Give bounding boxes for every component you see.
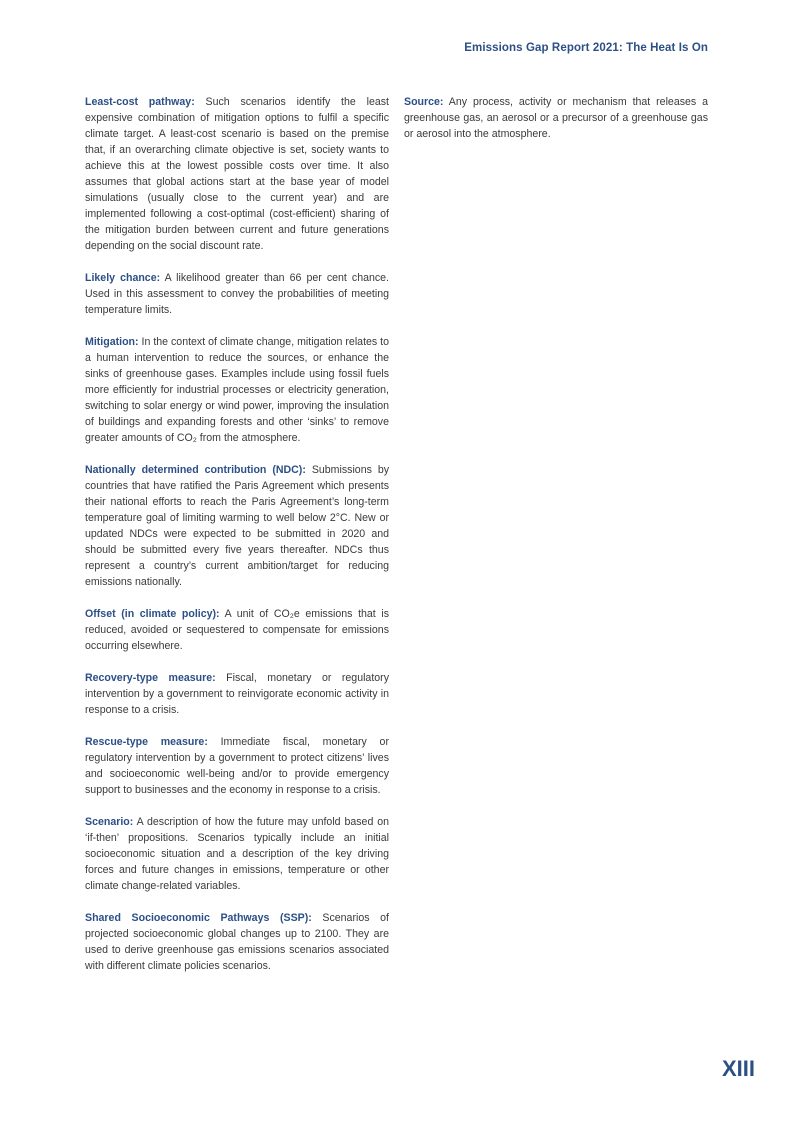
glossary-definition: A unit of CO₂e emissions that is reduced, avoided or sequestered to compensate for emissions occurring elsewhere. — [85, 608, 390, 652]
glossary-entry-offset — [85, 606, 389, 654]
glossary-definition: A likelihood greater than 66 per cent chance. Used in this assessment to convey the probabilities of meeting temperature limits. — [85, 272, 389, 316]
running-header-title: Emissions Gap Report 2021: The Heat Is On — [464, 42, 708, 54]
glossary-term: Scenario: — [85, 816, 134, 828]
glossary-entry-recovery-type-measure — [85, 670, 389, 718]
glossary-entry-likely-chance — [85, 270, 389, 318]
glossary-definition: Such scenarios identify the least expensive combination of mitigation options to fulfil a specific climate target. A least-cost scenario is based on the premise that, if an overarching climate objective is set, society wants to achieve this at the lowest possible costs over time. It also assumes that global actions start at the base year of model simulations (usually close to the current year) and are implemented following a cost-optimal (cost-efficient) sharing of the mitigation burden between current and future generations depending on the social discount rate. — [85, 96, 389, 252]
glossary-term: Recovery-type measure: — [85, 672, 216, 684]
page-number: XIII — [721, 1056, 755, 1081]
glossary-entry-scenario — [85, 814, 389, 894]
glossary-entry-ndc — [85, 462, 389, 590]
glossary-term: Offset (in climate policy): — [85, 608, 220, 620]
glossary-entry-mitigation — [85, 334, 389, 446]
glossary-term: Shared Socioeconomic Pathways (SSP): — [85, 912, 312, 924]
glossary-term: Likely chance: — [85, 272, 161, 284]
glossary-definition: A description of how the future may unfold based on ‘if-then’ propositions. Scenarios typically include an initial socioeconomic situation and a description of the key driving forces and future changes in emissions, temperature or other climate change-related variables. — [85, 816, 390, 892]
glossary-definition: Any process, activity or mechanism that releases a greenhouse gas, an aerosol or a precursor of a greenhouse gas or aerosol into the atmosphere. — [404, 96, 708, 140]
glossary-definition: In the context of climate change, mitigation relates to a human intervention to reduce the sources, or enhance the sinks of greenhouse gases. Examples include using fossil fuels more efficiently for industrial processes or electricity generation, switching to solar energy or wind power, improving the insulation of buildings and expanding forests and other ‘sinks’ to remove greater amounts of CO₂ from the atmosphere. — [85, 336, 389, 444]
glossary-definition: Scenarios of projected socioeconomic global changes up to 2100. They are used to derive greenhouse gas emissions scenarios associated with different climate policies scenarios. — [85, 912, 389, 972]
glossary-term: Rescue-type measure: — [85, 736, 208, 748]
glossary-definition: Fiscal, monetary or regulatory intervention by a government to reinvigorate economic activity in response to a crisis. — [85, 672, 389, 716]
glossary-entry-source — [404, 94, 708, 142]
glossary-left-column — [85, 94, 389, 990]
glossary-term: Source: — [404, 96, 444, 108]
glossary-entry-ssp — [85, 910, 389, 974]
glossary-term: Nationally determined contribution (NDC): — [85, 464, 306, 476]
glossary-right-column — [404, 94, 708, 158]
glossary-term: Mitigation: — [85, 336, 139, 348]
glossary-entry-rescue-type-measure — [85, 734, 389, 798]
glossary-entry-least-cost-pathway — [85, 94, 389, 254]
glossary-term: Least-cost pathway: — [85, 96, 195, 108]
glossary-definition: Immediate fiscal, monetary or regulatory intervention by a government to protect citizens’ lives and socioeconomic well-being and/or to provide emergency support to businesses and the economy in response to a crisis. — [85, 736, 389, 796]
glossary-definition: Submissions by countries that have ratified the Paris Agreement which presents their national efforts to reach the Paris Agreement’s long-term temperature goal of limiting warming to well below 2°C. New or updated NDCs were expected to be submitted in 2020 and should be submitted every five years thereafter. NDCs thus represent a country’s current ambition/target for reducing emissions nationally. — [85, 464, 390, 588]
